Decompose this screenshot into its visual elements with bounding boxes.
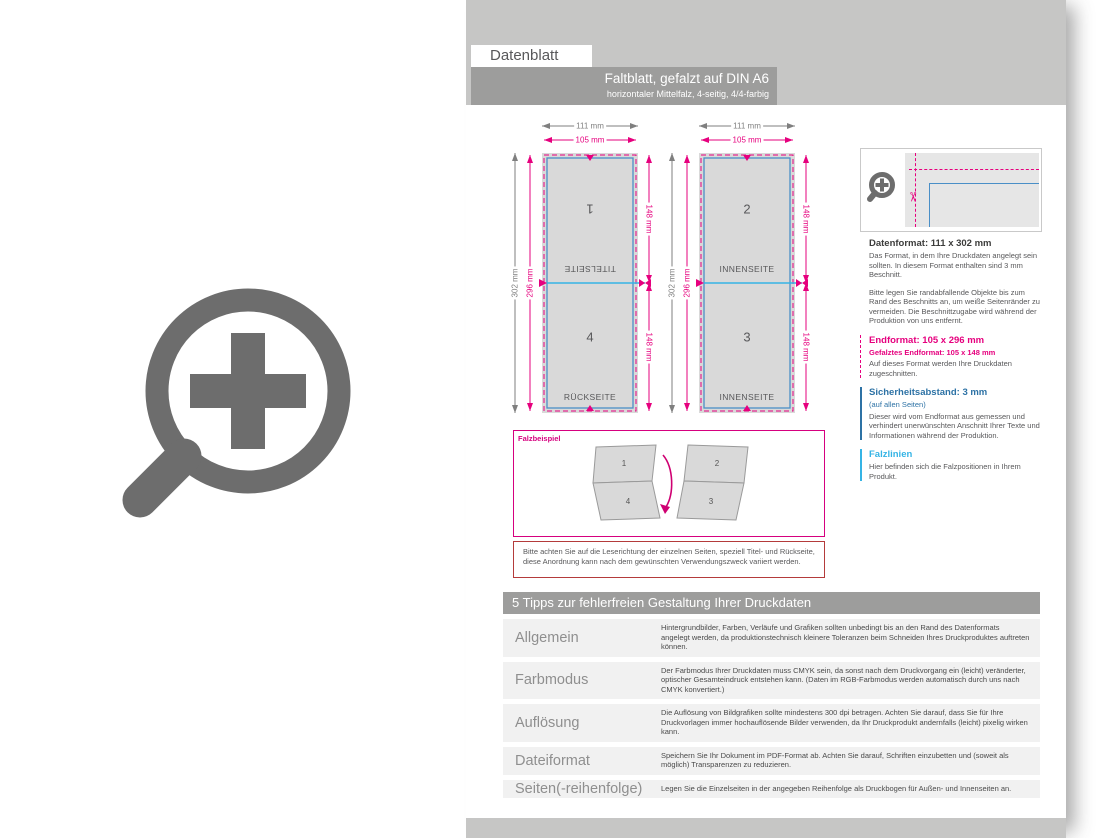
datenblatt-tab: Datenblatt xyxy=(471,45,592,67)
dim-height-outer-label: 302 mm xyxy=(667,268,677,298)
sicherheitsabstand-subheading: (auf allen Seiten) xyxy=(869,400,926,409)
fold-panel-3: 3 xyxy=(708,497,714,506)
dim-panel-height-label: 148 mm xyxy=(644,204,654,234)
tip-text: Hintergrundbilder, Farben, Verläufe und Grafiken sollten unbedingt bis an den Rand des Datenformats angelegt werden, da produktionstechnisch kleinere Toleranzen beim Schneiden Ihres Druckproduktes auftreten können. xyxy=(661,623,1030,651)
tip-row-allgemein xyxy=(503,619,1040,657)
endformat-heading: Endformat: 105 x 296 mm xyxy=(869,334,985,346)
tip-row-aufloesung xyxy=(503,704,1040,742)
reading-direction-note: Bitte achten Sie auf die Leserichtung der einzelnen Seiten, speziell Titel- und Rückseite, diese Anordnung kann nach dem gewünschten Verwendungszweck variiert werden. xyxy=(513,541,825,578)
product-title: Faltblatt, gefalzt auf DIN A6 xyxy=(604,71,769,86)
tip-row-farbmodus xyxy=(503,662,1040,700)
dim-width-outer-label: 111 mm xyxy=(576,121,604,131)
sicherheitsabstand-heading: Sicherheitsabstand: 3 mm xyxy=(869,387,988,398)
zoom-icon xyxy=(866,170,902,214)
dim-width-inner-label: 105 mm xyxy=(732,135,762,145)
magnifier-plus-icon[interactable] xyxy=(118,273,373,538)
info-section-datenformat xyxy=(860,238,1042,326)
page-label-innenseite-top: INNENSEITE xyxy=(719,264,775,274)
info-section-endformat xyxy=(860,335,1042,379)
falzlinien-text: Hier befinden sich die Falzpositionen in Ihrem Produkt. xyxy=(869,462,1021,481)
bleed-corner-detail xyxy=(905,153,1039,227)
footer-bar xyxy=(466,818,1066,838)
datenformat-line xyxy=(915,153,916,227)
endformat-line xyxy=(929,183,930,227)
endformat-line xyxy=(929,183,1039,184)
dim-height-inner-label: 296 mm xyxy=(525,268,535,298)
tip-text: Die Auflösung von Bildgrafiken sollte mindestens 300 dpi betragen. Achten Sie darauf, dass Sie für Ihre Druckvorlagen immer hochauflösende Bilder verwenden, da Ihr Druckprodukt andernfalls (leicht) pixelig wirken kann. xyxy=(661,708,1028,736)
tip-row-seitenreihenfolge xyxy=(503,780,1040,799)
tip-text: Legen Sie die Einzelseiten in der angegeben Reihenfolge als Druckbogen für Außen- und Innenseiten an. xyxy=(661,783,1012,793)
page-number-3: 3 xyxy=(743,329,751,345)
tip-label: Dateiformat xyxy=(515,752,590,769)
dim-height-inner-label: 296 mm xyxy=(682,268,692,298)
dim-height-outer-label: 302 mm xyxy=(510,268,520,298)
page-number-4: 4 xyxy=(586,329,594,345)
tips-table xyxy=(503,592,1040,798)
tip-row-dateiformat xyxy=(503,747,1040,775)
datasheet-page xyxy=(466,0,1066,838)
page-label-titelseite: TITELSEITE xyxy=(564,264,616,274)
scissors-icon: ✂ xyxy=(905,191,921,203)
endformat-subheading: Gefalztes Endformat: 105 x 148 mm xyxy=(869,347,996,357)
info-section-falzlinien xyxy=(860,449,1042,481)
page-label-innenseite-bottom: INNENSEITE xyxy=(719,392,775,402)
tip-text: Der Farbmodus Ihrer Druckdaten muss CMYK sein, da sonst nach dem Druckvorgang ein (leicht) veränderter, optischer Gesamteindruck entstehen kann. (Daten im RGB-Farbmodus werden automatisch durch uns nach CMYK konvertiert.) xyxy=(661,665,1026,694)
fold-example-label: Falzbeispiel xyxy=(518,434,561,443)
info-section-sicherheitsabstand xyxy=(860,387,1042,440)
tip-label: Auflösung xyxy=(515,714,580,731)
sicherheitsabstand-text: Dieser wird vom Endformat aus gemessen und verhindert unerwünschten Anschnitt Ihrer Texte und Informationen während der Produktion. xyxy=(869,411,1040,440)
product-subtitle: horizontaler Mittelfalz, 4-seitig, 4/4-farbig xyxy=(606,89,769,99)
fold-example-box xyxy=(513,430,825,537)
falzlinien-heading: Falzlinien xyxy=(869,449,913,460)
tips-title: 5 Tipps zur fehlerfreien Gestaltung Ihrer Druckdaten xyxy=(503,592,1040,614)
bleed-illustration xyxy=(860,148,1042,232)
product-title-bar xyxy=(471,67,777,105)
info-panel xyxy=(860,148,1042,490)
dim-panel-height-label: 148 mm xyxy=(801,332,811,362)
dim-width-inner-label: 105 mm xyxy=(575,135,605,145)
fold-panel-1: 1 xyxy=(621,459,627,468)
tip-label: Allgemein xyxy=(515,629,579,646)
datenformat-text-2: Bitte legen Sie randabfallende Objekte bis zum Rand des Beschnitts an, um weiße Seitenränder zu vermeiden. Die Beschnittzugabe wird während der Produktion von uns entfernt. xyxy=(869,287,1040,325)
page-number-1: 1 xyxy=(586,201,594,217)
fold-panel-4: 4 xyxy=(625,497,631,506)
page-number-2: 2 xyxy=(743,201,751,217)
endformat-text: Auf dieses Format werden Ihre Druckdaten zugeschnitten. xyxy=(869,359,1012,378)
dim-width-outer-label: 111 mm xyxy=(733,121,761,131)
tip-label: Farbmodus xyxy=(515,672,589,689)
fold-example-diagram xyxy=(514,431,824,536)
fold-panel-2: 2 xyxy=(714,459,720,468)
page-label-rueckseite: RÜCKSEITE xyxy=(563,392,617,402)
dim-panel-height-label: 148 mm xyxy=(644,332,654,362)
dim-panel-height-label: 148 mm xyxy=(801,204,811,234)
datenformat-line xyxy=(909,169,1039,170)
datenformat-heading: Datenformat: 111 x 302 mm xyxy=(869,238,992,249)
datenformat-text-1: Das Format, in dem Ihre Druckdaten angelegt sein sollten. In diesem Format enthalten sind 3 mm Beschnitt. xyxy=(869,251,1037,279)
tip-text: Speichern Sie Ihr Dokument im PDF-Format ab. Achten Sie darauf, Schriften einzubetten und (soweit als möglich) Transparenzen zu reduzieren. xyxy=(661,750,1009,769)
tip-label: Seiten(-reihenfolge) xyxy=(515,780,643,797)
